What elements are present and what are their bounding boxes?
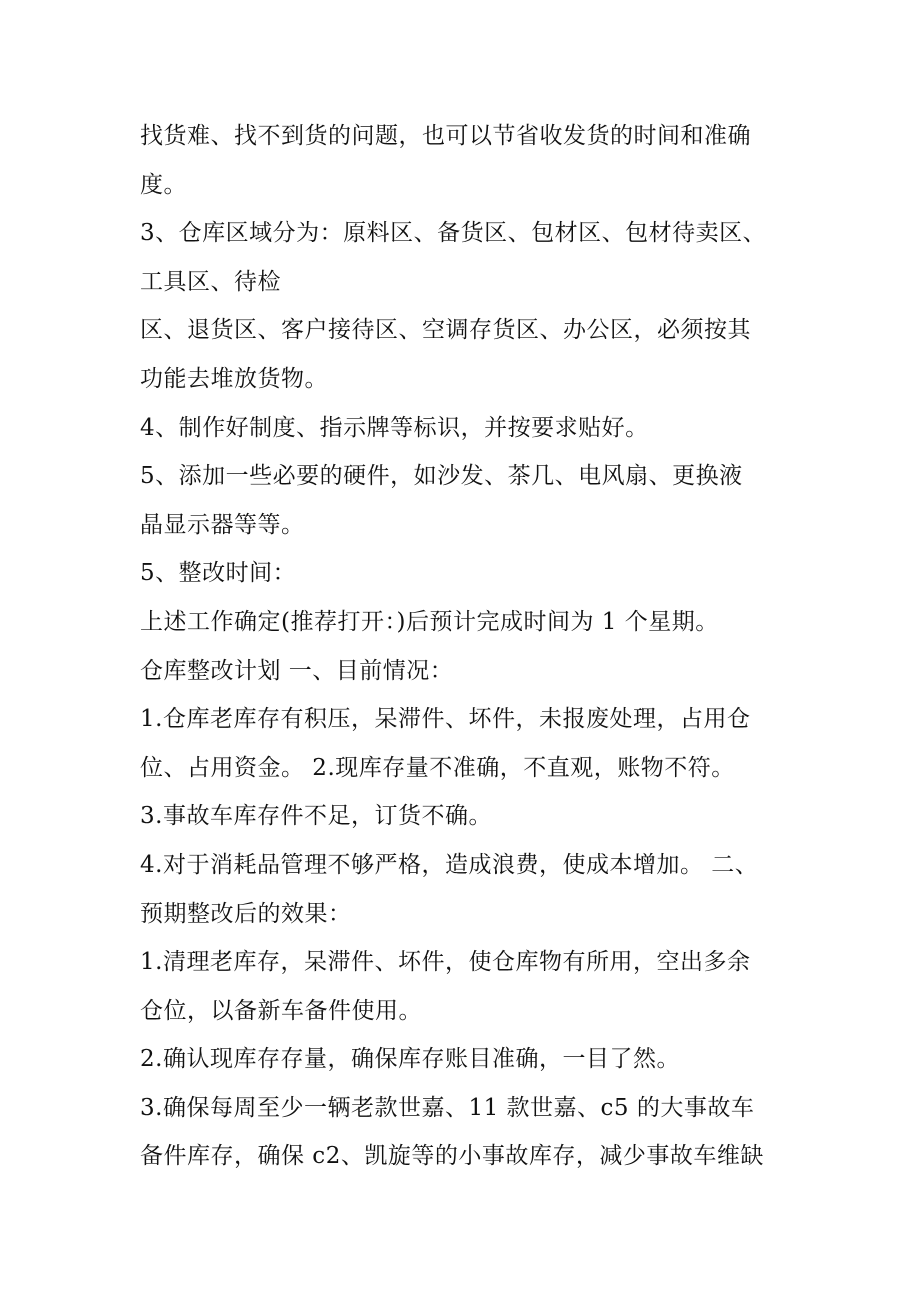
text-line: 功能去堆放货物。 xyxy=(140,365,328,392)
text-line: 上述工作确定(推荐打开：)后预计完成时间为 1 个星期。 xyxy=(140,608,719,635)
text-line: 1.仓库老库存有积压，呆滞件、坏件，未报废处理，占用仓 xyxy=(140,706,751,733)
text-line: 找货难、找不到货的问题，也可以节省收发货的时间和准确 xyxy=(140,123,751,149)
text-line: 备件库存，确保 c2、凯旋等的小事故库存，减少事故车维缺 xyxy=(140,1143,764,1170)
text-line: 仓库整改计划 一、目前情况： xyxy=(140,657,454,684)
text-line: 工具区、待检 xyxy=(140,268,281,295)
text-line: 3.事故车库存件不足，订货不确。 xyxy=(140,803,492,830)
text-line: 仓位，以备新车备件使用。 xyxy=(140,997,422,1024)
text-line: 2.确认现库存存量，确保库存账目准确，一目了然。 xyxy=(140,1046,680,1073)
text-line: 5、添加一些必要的硬件，如沙发、茶几、电风扇、更换液 xyxy=(140,463,743,490)
document-body xyxy=(140,118,820,1187)
text-line: 1.清理老库存，呆滞件、坏件，使仓库物有所用，空出多余 xyxy=(140,949,751,976)
text-line: 度。 xyxy=(140,171,187,198)
text-line: 4.对于消耗品管理不够严格，造成浪费，使成本增加。 二、 xyxy=(140,851,759,878)
text-line: 5、整改时间： xyxy=(140,560,297,587)
text-line: 3、仓库区域分为：原料区、备货区、包材区、包材待卖区、 xyxy=(140,220,767,247)
text-line: 晶显示器等等。 xyxy=(140,511,305,538)
text-line: 位、占用资金。 2.现库存量不准确，不直观，账物不符。 xyxy=(140,754,735,781)
text-line: 4、制作好制度、指示牌等标识，并按要求贴好。 xyxy=(140,414,649,441)
text-line: 预期整改后的效果： xyxy=(140,900,352,927)
text-line: 区、退货区、客户接待区、空调存货区、办公区，必须按其 xyxy=(140,317,751,344)
text-line: 3.确保每周至少一辆老款世嘉、11 款世嘉、c5 的大事故车 xyxy=(140,1094,755,1121)
